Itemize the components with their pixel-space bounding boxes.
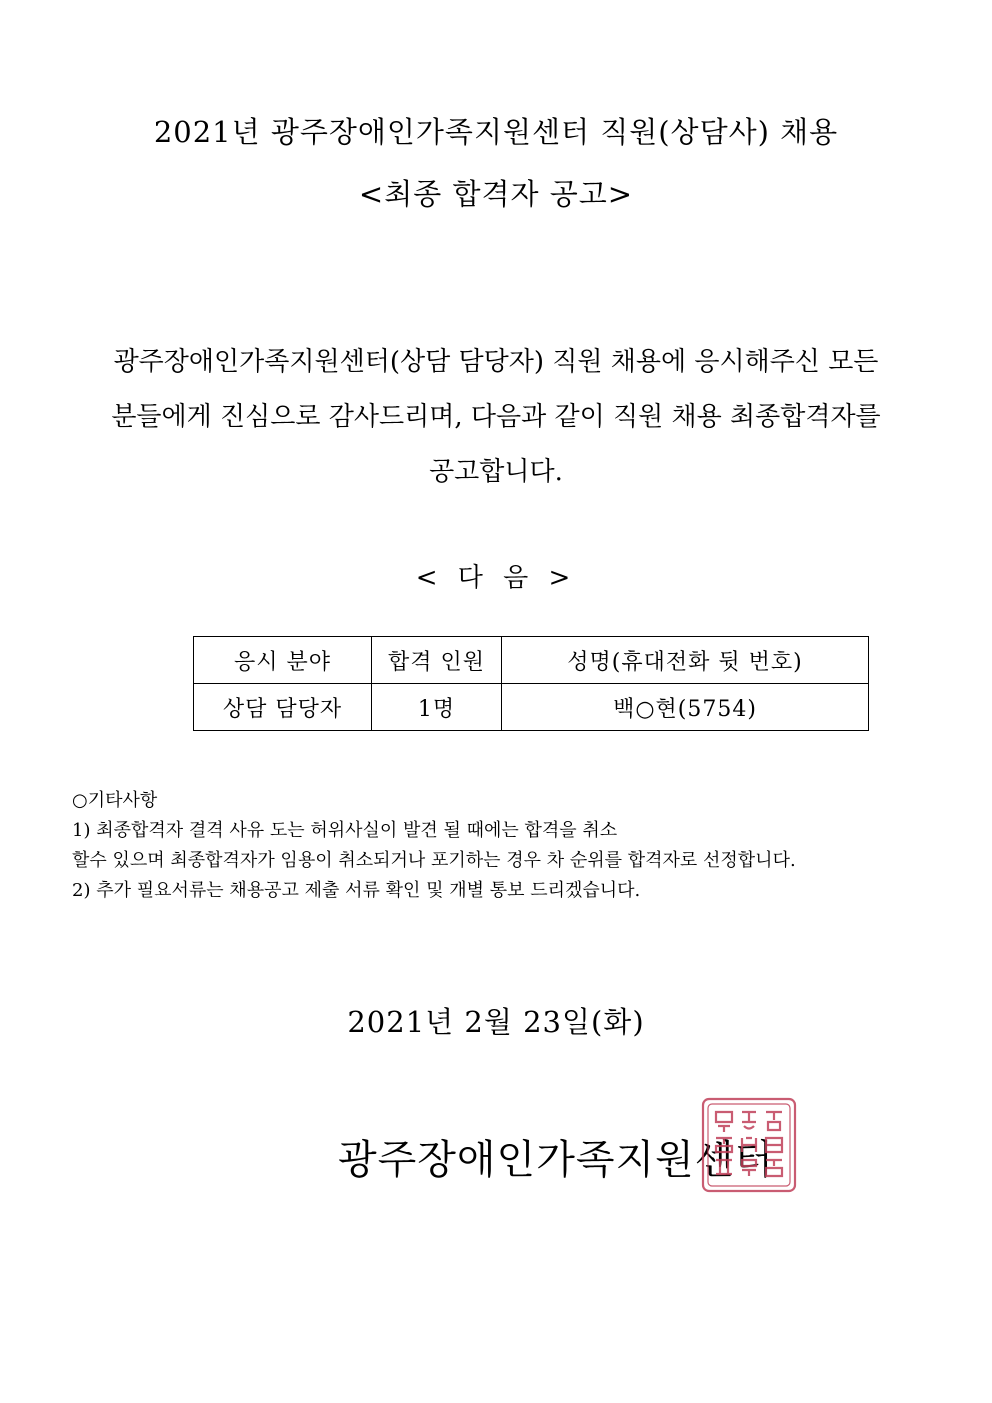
table-cell-count: 1명 — [372, 684, 502, 731]
notes-heading: ○기타사항 — [72, 790, 158, 811]
section-heading: < 다 음 > — [415, 563, 577, 593]
notes-section — [72, 786, 932, 906]
table-header-row — [194, 637, 869, 684]
organization-name: 광주장애인가족지원센터 — [338, 1137, 775, 1183]
notes-line-1: 1) 최종합격자 결격 사유 도는 허위사실이 발견 될 때에는 합격을 취소 — [72, 820, 618, 841]
seal-stamp-icon — [700, 1096, 798, 1194]
intro-paragraph — [80, 335, 912, 500]
table-cell-name: 백○현(5754) — [502, 684, 869, 731]
table-header-cell: 응시 분야 — [194, 637, 372, 684]
notes-line-2: 할수 있으며 최종합격자가 임용이 취소되거나 포기하는 경우 차 순위를 합격자로 선정합니다. — [72, 850, 796, 871]
document-title: 2021년 광주장애인가족지원센터 직원(상담사) 채용 — [153, 115, 839, 149]
table-cell-field: 상담 담당자 — [194, 684, 372, 731]
intro-line-1: 광주장애인가족지원센터(상담 담당자) 직원 채용에 응시해주신 모든 — [113, 347, 879, 377]
table-header-cell: 합격 인원 — [372, 637, 502, 684]
official-seal — [700, 1096, 798, 1194]
notes-line-3: 2) 추가 필요서류는 채용공고 제출 서류 확인 및 개별 통보 드리겠습니다. — [72, 880, 641, 901]
document-subtitle: <최종 합격자 공고> — [358, 177, 634, 211]
table-header-cell: 성명(휴대전화 뒷 번호) — [502, 637, 869, 684]
intro-line-3: 공고합니다. — [429, 457, 563, 487]
results-table — [193, 636, 869, 731]
announcement-date: 2021년 2월 23일(화) — [347, 1005, 645, 1039]
table-row — [194, 684, 869, 731]
intro-line-2: 분들에게 진심으로 감사드리며, 다음과 같이 직원 채용 최종합격자를 — [111, 402, 881, 432]
